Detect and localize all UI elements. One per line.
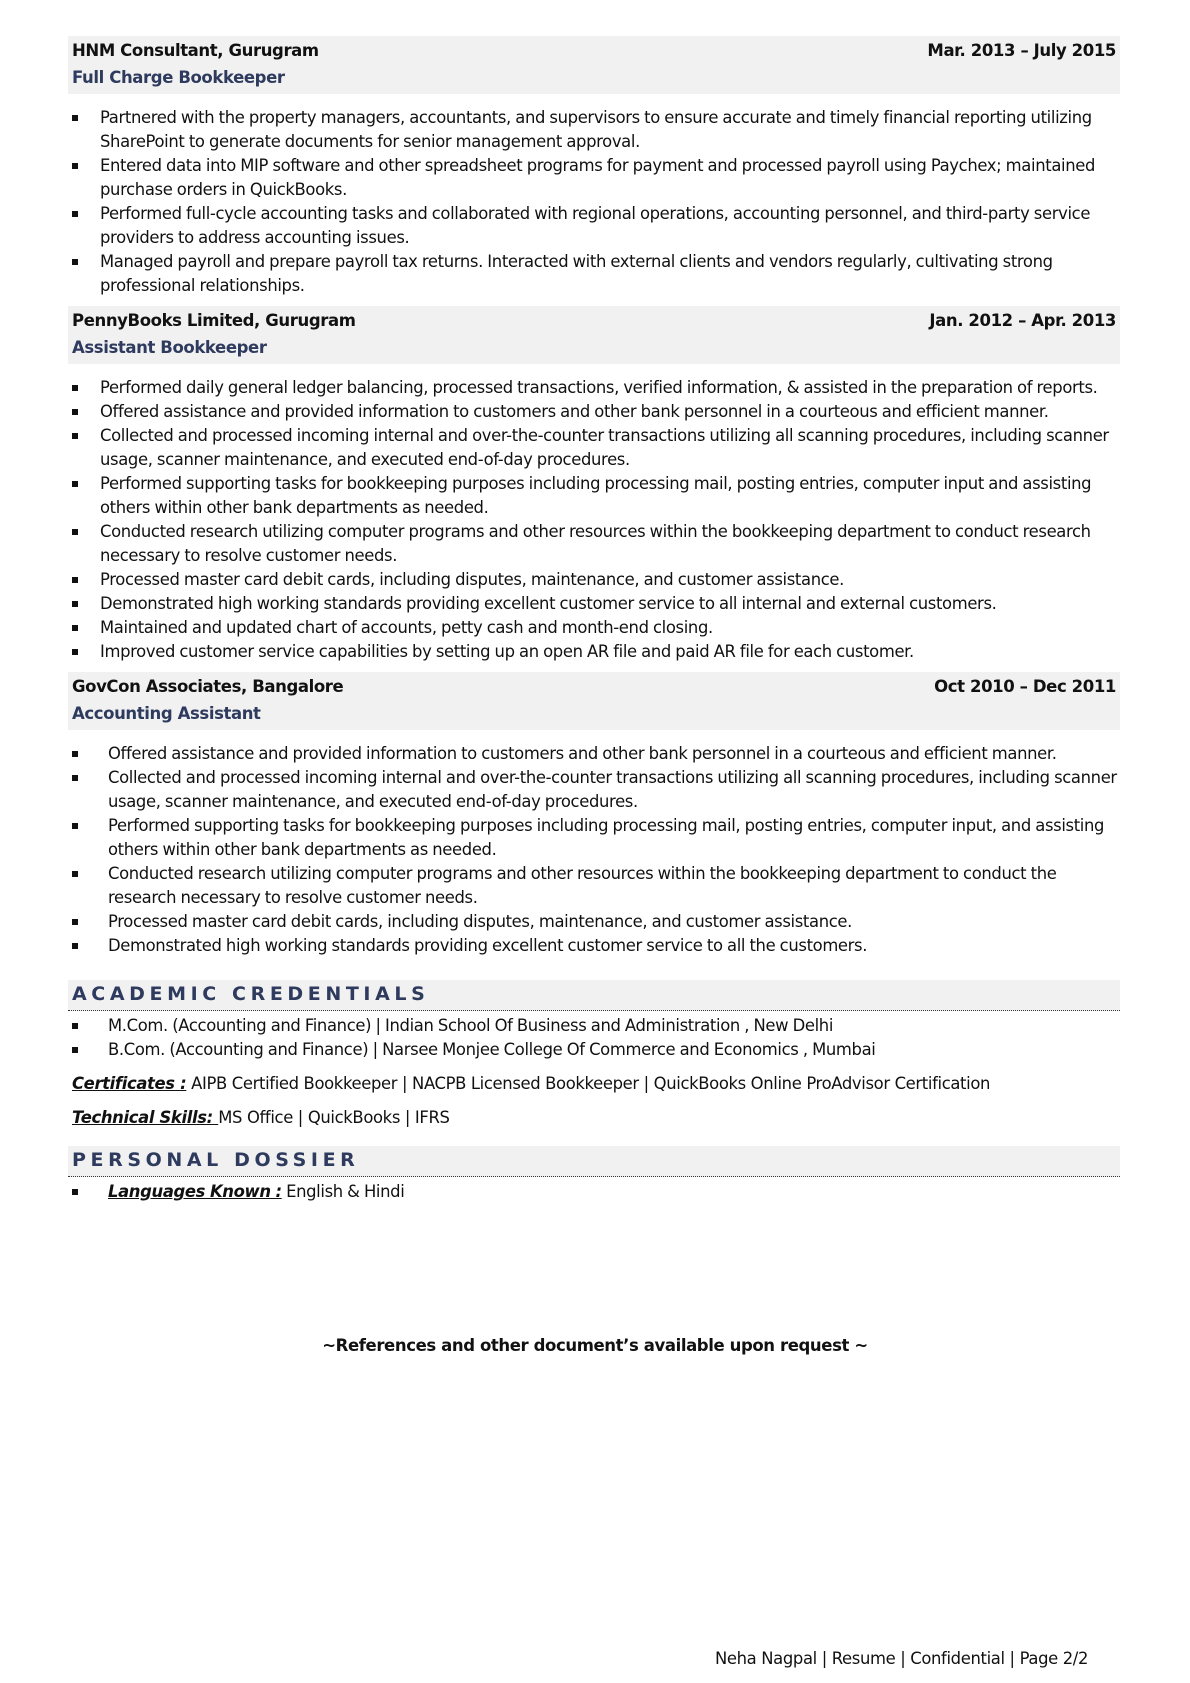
bullet-square-icon [72,433,78,439]
skills-line [72,1108,450,1127]
bullet-square-icon [72,649,78,655]
list-item: Demonstrated high working standards providing excellent customer service to all the customers. [68,934,1128,958]
list-item: Conducted research utilizing computer programs and other resources within the bookkeeping department to conduct the research necessary to resolve customer needs. [68,862,1128,910]
list-item: Managed payroll and prepare payroll tax returns. Interacted with external clients and vendors regularly, cultivating strong professional relationships. [68,250,1128,298]
bullet-square-icon [72,577,78,583]
job-header [68,36,1120,94]
references-note: ~References and other document’s available upon request ~ [322,1336,868,1355]
job-company: HNM Consultant, Gurugram [72,41,319,60]
languages-label: Languages Known : [108,1182,282,1201]
list-item: B.Com. (Accounting and Finance) | Narsee Monjee College Of Commerce and Economics , Mumbai [68,1038,1128,1062]
list-item: Performed supporting tasks for bookkeeping purposes including processing mail, posting entries, computer input, and assisting others within other bank departments as needed. [68,814,1128,862]
list-item: M.Com. (Accounting and Finance) | Indian School Of Business and Administration , New Delhi [68,1014,1128,1038]
list-item: Performed daily general ledger balancing, processed transactions, verified information, & assisted in the preparation of reports. [68,376,1128,400]
list-item: Offered assistance and provided information to customers and other bank personnel in a courteous and efficient manner. [68,400,1128,424]
job-dates: Jan. 2012 – Apr. 2013 [929,311,1116,330]
list-item [68,1180,1128,1204]
bullet-square-icon [72,1189,78,1195]
bullet-square-icon [72,823,78,829]
job-dates: Mar. 2013 – July 2015 [927,41,1116,60]
list-item: Performed supporting tasks for bookkeeping purposes including processing mail, posting entries, computer input and assisting others within other bank departments as needed. [68,472,1128,520]
bullet-square-icon [72,625,78,631]
personal-list [68,1180,1128,1204]
bullet-square-icon [72,775,78,781]
bullet-square-icon [72,751,78,757]
bullet-square-icon [72,211,78,217]
section-title: PERSONAL DOSSIER [72,1149,360,1171]
bullet-square-icon [72,1023,78,1029]
job-header [68,672,1120,730]
list-item: Improved customer service capabilities by setting up an open AR file and paid AR file for each customer. [68,640,1128,664]
bullet-square-icon [72,259,78,265]
bullet-square-icon [72,163,78,169]
certificates-line [72,1074,990,1093]
job-title: Full Charge Bookkeeper [72,68,285,87]
list-item: Processed master card debit cards, including disputes, maintenance, and customer assistance. [68,568,1128,592]
bullet-square-icon [72,529,78,535]
skills-value: MS Office | QuickBooks | IFRS [218,1108,450,1127]
list-item: Conducted research utilizing computer programs and other resources within the bookkeeping department to conduct research necessary to resolve customer needs. [68,520,1128,568]
list-item: Processed master card debit cards, including disputes, maintenance, and customer assistance. [68,910,1128,934]
bullet-square-icon [72,601,78,607]
bullet-square-icon [72,1047,78,1053]
list-item: Offered assistance and provided information to customers and other bank personnel in a courteous and efficient manner. [68,742,1128,766]
degree-list [68,1014,1128,1062]
bullet-square-icon [72,871,78,877]
job-bullets [68,376,1128,664]
bullet-square-icon [72,919,78,925]
job-title: Assistant Bookkeeper [72,338,267,357]
bullet-square-icon [72,409,78,415]
job-header [68,306,1120,364]
certificates-label: Certificates : [72,1074,187,1093]
job-company: PennyBooks Limited, Gurugram [72,311,356,330]
bullet-square-icon [72,385,78,391]
section-title: ACADEMIC CREDENTIALS [72,983,430,1005]
job-title: Accounting Assistant [72,704,261,723]
bullet-square-icon [72,943,78,949]
certificates-value: AIPB Certified Bookkeeper | NACPB Licensed Bookkeeper | QuickBooks Online ProAdvisor Certification [186,1074,991,1093]
section-header-academic [68,980,1120,1011]
list-item: Entered data into MIP software and other spreadsheet programs for payment and processed payroll using Paychex; maintained purchase orders in QuickBooks. [68,154,1128,202]
list-item: Collected and processed incoming internal and over-the-counter transactions utilizing all scanning procedures, including scanner usage, scanner maintenance, and executed end-of-day procedures. [68,424,1128,472]
list-item: Performed full-cycle accounting tasks and collaborated with regional operations, accounting personnel, and third-party service providers to address accounting issues. [68,202,1128,250]
bullet-square-icon [72,115,78,121]
bullet-square-icon [72,481,78,487]
languages-value: English & Hindi [281,1182,405,1201]
list-item: Maintained and updated chart of accounts, petty cash and month-end closing. [68,616,1128,640]
list-item: Demonstrated high working standards providing excellent customer service to all internal and external customers. [68,592,1128,616]
job-bullets [68,106,1128,298]
skills-label: Technical Skills: [72,1108,219,1127]
job-bullets [68,742,1128,958]
job-dates: Oct 2010 – Dec 2011 [934,677,1116,696]
list-item: Collected and processed incoming internal and over-the-counter transactions utilizing all scanning procedures, including scanner usage, scanner maintenance, and executed end-of-day procedures. [68,766,1128,814]
page-footer: Neha Nagpal | Resume | Confidential | Page 2/2 [715,1649,1089,1668]
list-item: Partnered with the property managers, accountants, and supervisors to ensure accurate and timely financial reporting utilizing SharePoint to generate documents for senior management approval. [68,106,1128,154]
section-header-personal [68,1146,1120,1177]
job-company: GovCon Associates, Bangalore [72,677,344,696]
